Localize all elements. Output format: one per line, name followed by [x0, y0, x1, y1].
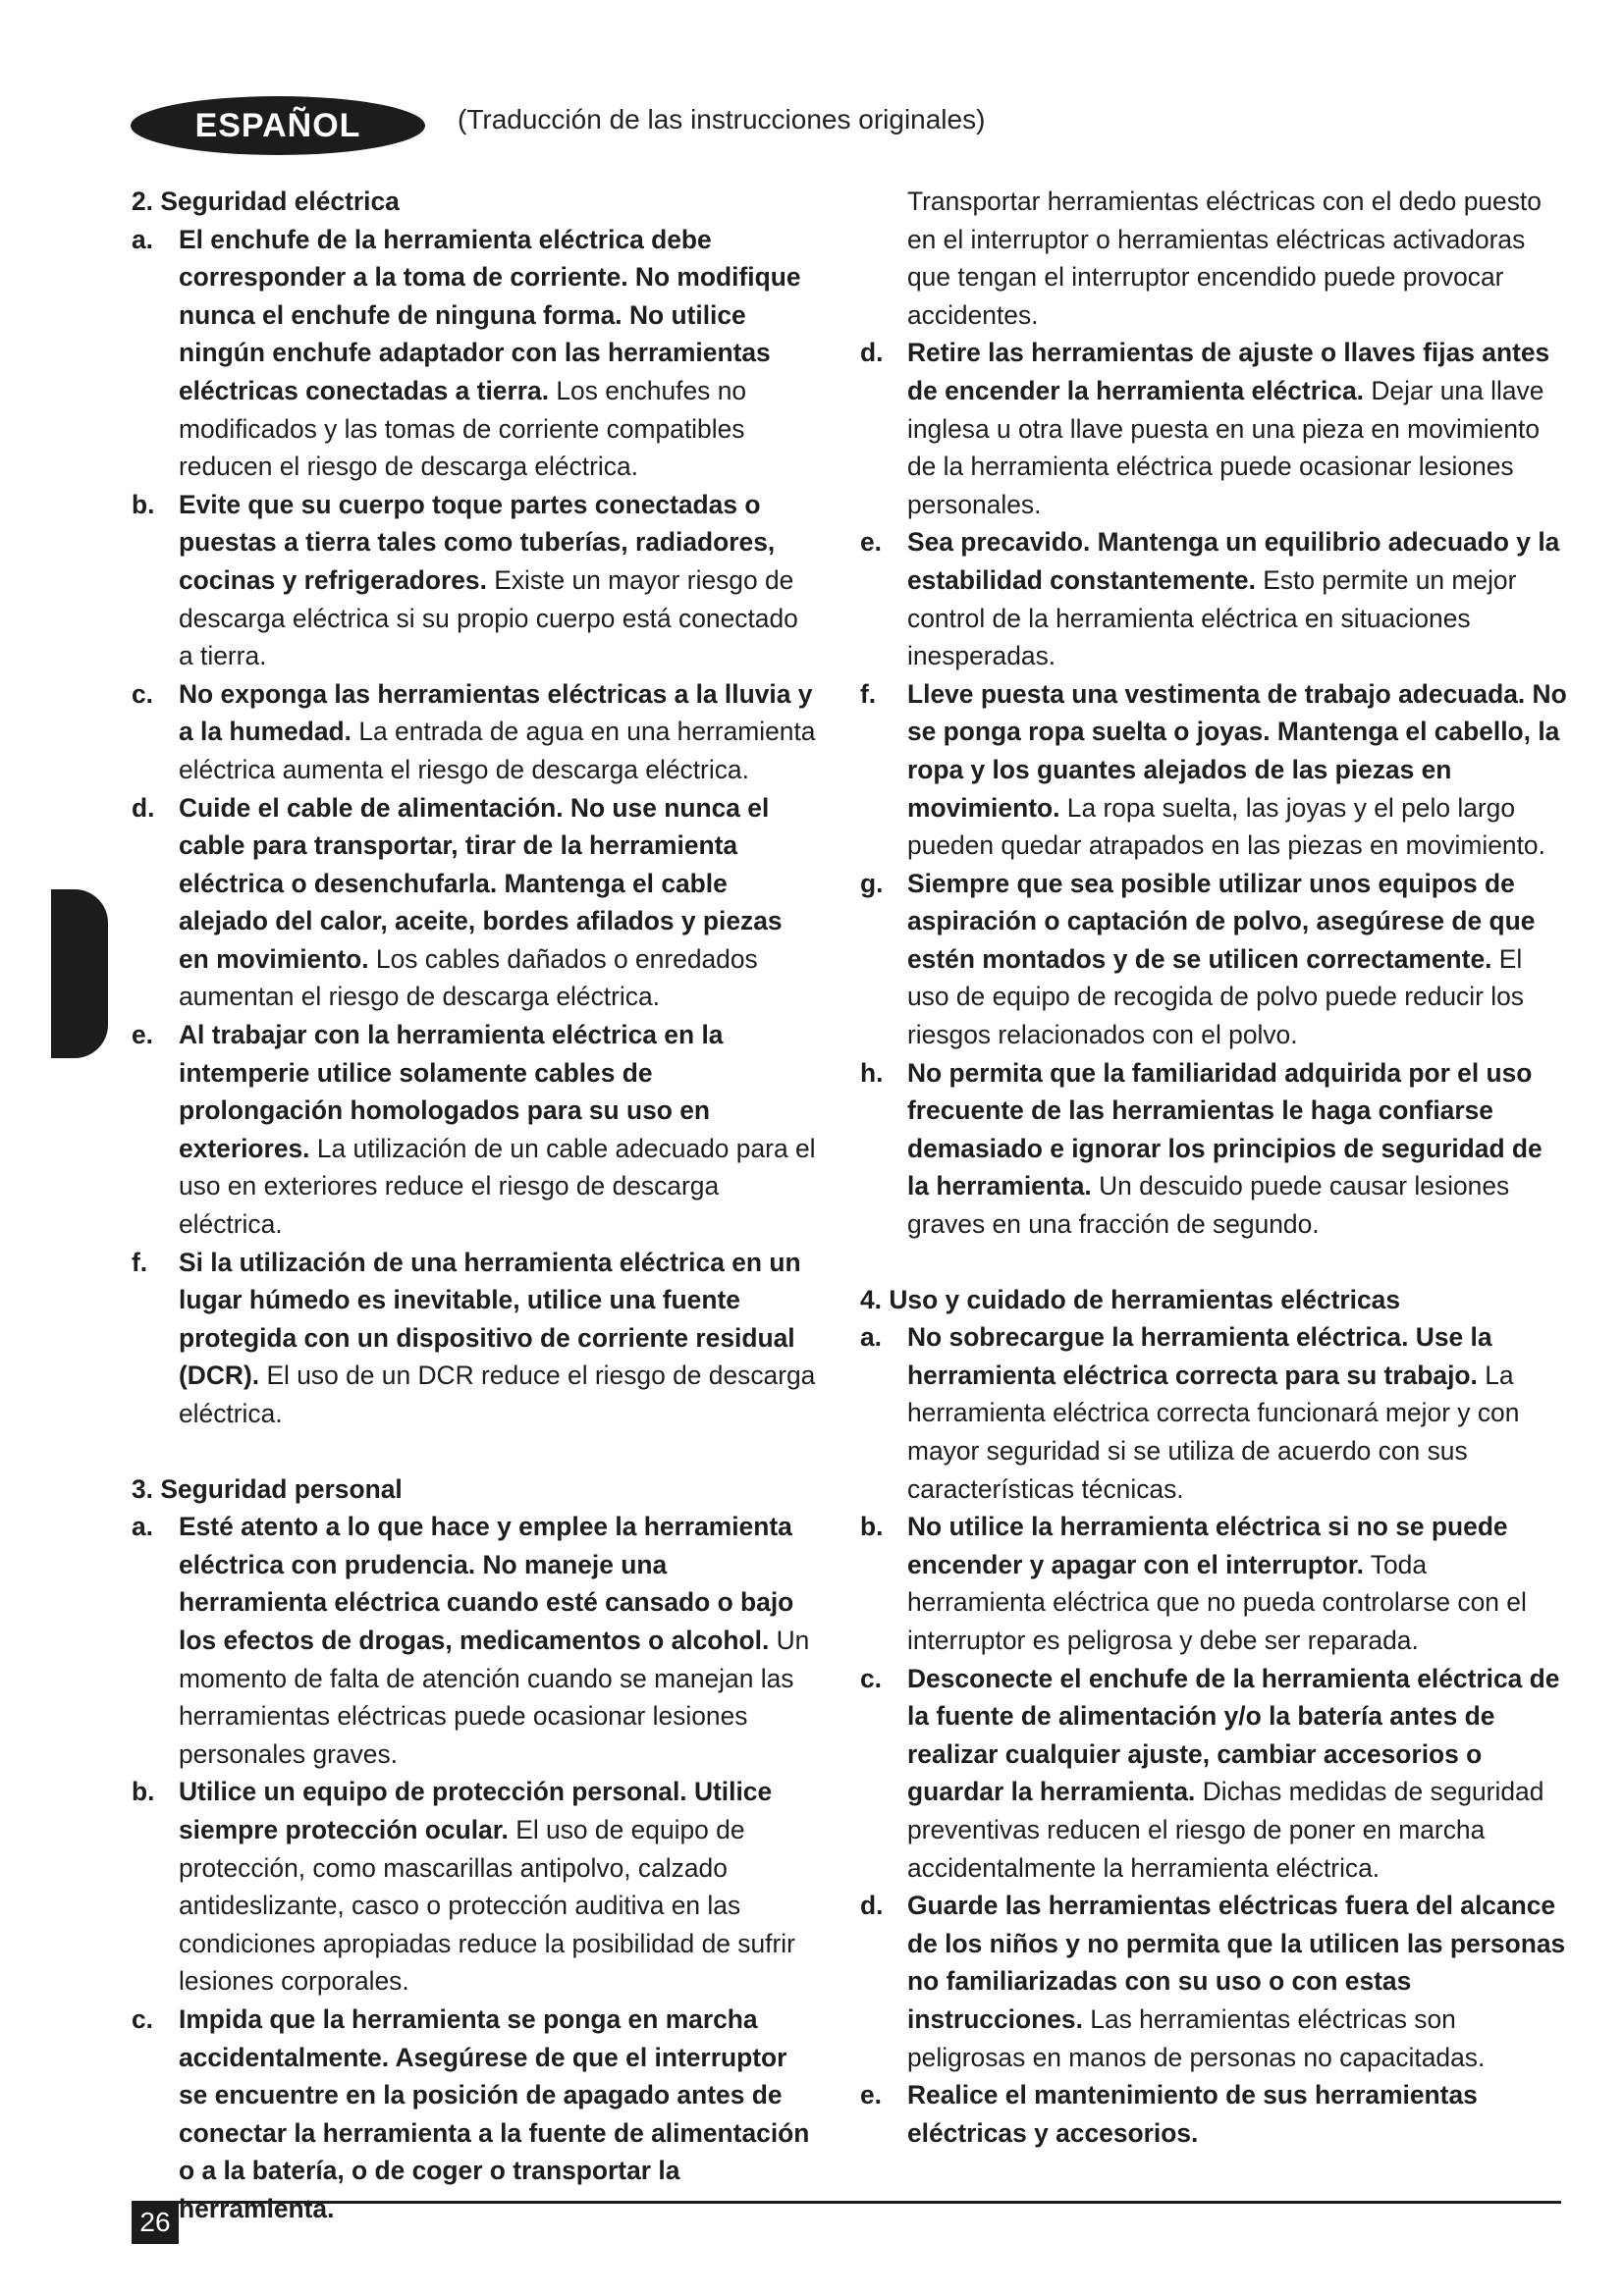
- list-item: [860, 1660, 1567, 1888]
- item-list: [132, 221, 819, 1433]
- item-letter: f.: [860, 678, 877, 709]
- item-letter: h.: [860, 1057, 884, 1088]
- section-title-personal-safety: 3. Seguridad personal: [132, 1473, 403, 1504]
- item-letter: a.: [132, 224, 154, 254]
- item-explanation: La ropa suelta, las joyas y el pelo largo pueden quedar atrapados en las piezas en movimiento.: [907, 792, 1545, 861]
- item-letter: b.: [860, 1512, 884, 1542]
- item-explanation: Esto permite un mejor control de la herramienta eléctrica en situaciones inesperadas.: [907, 564, 1517, 671]
- item-explanation: Existe un mayor riesgo de descarga eléctrica si su propio cuerpo está conectado a tierra.: [179, 564, 798, 671]
- list-item: [132, 1244, 819, 1433]
- item-instruction: No sobrecargue la herramienta eléctrica. Use la herramienta eléctrica correcta para su trabajo.: [907, 1322, 1492, 1390]
- item-letter: c.: [860, 1663, 883, 1693]
- item-instruction: Cuide el cable de alimentación. No use nunca el cable para transportar, tirar de la herramienta eléctrica o desenchufarla. Mantenga el cable alejado del calor, aceite, bordes afilados y piezas en movimiento.: [179, 792, 783, 974]
- item-explanation: La utilización de un cable adecuado para el uso en exteriores reduce el riesgo de descarga eléctrica.: [179, 1133, 816, 1240]
- page-number: 26: [132, 2201, 179, 2244]
- list-item: [132, 486, 819, 675]
- item-explanation: La herramienta eléctrica correcta funcionará mejor y con mayor seguridad si se utiliza de acuerdo con sus características técnicas.: [907, 1360, 1520, 1504]
- item-letter: c.: [132, 2003, 154, 2034]
- item-instruction: Utilice un equipo de protección personal. Utilice siempre protección ocular.: [179, 1777, 773, 1844]
- list-item: [860, 1054, 1567, 1244]
- item-letter: b.: [132, 489, 155, 519]
- item-explanation: Dichas medidas de seguridad preventivas reducen el riesgo de poner en marcha accidentalmente la herramienta eléctrica.: [907, 1777, 1544, 1883]
- item-letter: a.: [132, 1512, 154, 1542]
- item-explanation: Un momento de falta de atención cuando se manejan las herramientas eléctricas puede ocasionar lesiones personales graves.: [179, 1625, 810, 1769]
- item-letter: e.: [860, 2080, 883, 2110]
- list-item: [860, 334, 1567, 523]
- item-instruction: No utilice la herramienta eléctrica si no se puede encender y apagar con el interruptor.: [907, 1512, 1508, 1579]
- item-instruction: Esté atento a lo que hace y emplee la herramienta eléctrica con prudencia. No maneje una herramienta eléctrica cuando esté cansado o bajo los efectos de drogas, medicamentos o alcohol.: [179, 1512, 794, 1655]
- item-instruction: Al trabajar con la herramienta eléctrica en la intemperie utilice solamente cables de prolongación homologados para su uso en exteriores.: [179, 1020, 724, 1163]
- item-letter: d.: [860, 1891, 884, 1921]
- language-badge: ESPAÑOL: [131, 96, 425, 155]
- item-instruction: Guarde las herramientas eléctricas fuera del alcance de los niños y no permita que la utilicen las personas no familiarizadas con su uso o con estas instrucciones.: [907, 1891, 1566, 2034]
- list-item: [132, 2001, 819, 2228]
- item-list: [860, 1318, 1567, 2152]
- section-title-electrical-safety: 2. Seguridad eléctrica: [132, 187, 400, 216]
- list-item: [132, 1016, 819, 1244]
- item-list: [132, 1508, 819, 2227]
- item-instruction: El enchufe de la herramienta eléctrica debe corresponder a la toma de corriente. No modifique nunca el enchufe de ninguna forma. No utilice ningún enchufe adaptador con las herramientas eléctricas conectadas a tierra.: [179, 224, 801, 405]
- item-letter: d.: [132, 792, 155, 823]
- item-explanation: El uso de un DCR reduce el riesgo de descarga eléctrica.: [179, 1361, 816, 1428]
- list-item: [860, 1887, 1567, 2076]
- item-instruction: Impida que la herramienta se ponga en marcha accidentalmente. Asegúrese de que el interruptor se encuentre en la posición de apagado antes de conectar la herramienta a la fuente de alimentación o a la batería, o de coger o transportar la herramienta.: [179, 2003, 810, 2223]
- translation-note: (Traducción de las instrucciones originales): [458, 104, 986, 134]
- list-item: [132, 221, 819, 486]
- footer-rule: [132, 2201, 1561, 2204]
- item-explanation: El uso de equipo de recogida de polvo puede reducir los riesgos relacionados con el polvo.: [907, 943, 1524, 1050]
- item-explanation: Dejar una llave inglesa u otra llave puesta en una pieza en movimiento de la herramienta eléctrica puede ocasionar lesiones personales.: [907, 375, 1544, 519]
- item-explanation: El uso de equipo de protección, como mascarillas antipolvo, calzado antideslizante, casco o protección auditiva en las condiciones apropiadas reduce la posibilidad de sufrir lesiones corporales.: [179, 1814, 795, 1997]
- item-instruction: Desconecte el enchufe de la herramienta eléctrica de la fuente de alimentación y/o la batería antes de realizar cualquier ajuste, cambiar accesorios o guardar la herramienta.: [907, 1663, 1560, 1807]
- side-thumb-tab: [51, 889, 108, 1058]
- list-item: [860, 1508, 1567, 1659]
- list-item: [860, 675, 1567, 865]
- item-instruction: Sea precavido. Mantenga un equilibrio adecuado y la estabilidad constantemente.: [907, 527, 1560, 595]
- item-explanation: La entrada de agua en una herramienta eléctrica aumenta el riesgo de descarga eléctrica.: [179, 717, 816, 784]
- item-instruction: Retire las herramientas de ajuste o llaves fijas antes de encender la herramienta eléctrica.: [907, 338, 1550, 405]
- list-item: [132, 789, 819, 1017]
- item-letter: b.: [132, 1777, 155, 1807]
- item-letter: g.: [860, 868, 884, 898]
- list-item: [132, 675, 819, 789]
- item-letter: d.: [860, 338, 884, 368]
- item-instruction: Lleve puesta una vestimenta de trabajo adecuada. No se ponga ropa suelta o joyas. Mantenga el cabello, la ropa y los guantes alejados de las piezas en movimiento.: [907, 678, 1567, 823]
- list-item: [132, 1773, 819, 2001]
- item-explanation: Las herramientas eléctricas son peligrosas en manos de personas no capacitadas.: [907, 2003, 1486, 2072]
- item-letter: e.: [860, 527, 883, 558]
- item-explanation: Los cables dañados o enredados aumentan el riesgo de descarga eléctrica.: [179, 943, 758, 1012]
- right-column: [860, 183, 1567, 2152]
- list-item: [860, 865, 1567, 1054]
- item-explanation: Un descuido puede causar lesiones graves en una fracción de segundo.: [907, 1171, 1510, 1240]
- section-title-tool-use-care: 4. Uso y cuidado de herramientas eléctricas: [860, 1284, 1401, 1314]
- item-instruction: Siempre que sea posible utilizar unos equipos de aspiración o captación de polvo, asegúrese de que estén montados y de se utilicen correctamente.: [907, 868, 1536, 974]
- item-letter: f.: [132, 1247, 148, 1277]
- item-instruction: Evite que su cuerpo toque partes conectadas o puestas a tierra tales como tuberías, radiadores, cocinas y refrigeradores.: [179, 489, 776, 595]
- list-item: [860, 523, 1567, 674]
- item-instruction: No permita que la familiaridad adquirida por el uso frecuente de las herramientas le haga confiarse demasiado e ignorar los principios de seguridad de la herramienta.: [907, 1057, 1543, 1201]
- item-letter: e.: [132, 1020, 154, 1050]
- left-column: [132, 183, 819, 2227]
- item-letter: a.: [860, 1322, 883, 1353]
- item-explanation: Toda herramienta eléctrica que no pueda controlarse con el interruptor es peligrosa y debe ser reparada.: [907, 1549, 1527, 1655]
- list-item: [860, 1318, 1567, 1508]
- item-explanation: Los enchufes no modificados y las tomas de corriente compatibles reducen el riesgo de descarga eléctrica.: [179, 375, 747, 482]
- list-item: [860, 2076, 1567, 2152]
- item-instruction: No exponga las herramientas eléctricas a la lluvia y a la humedad.: [179, 678, 813, 747]
- list-item: [132, 1508, 819, 1773]
- item-instruction: Si la utilización de una herramienta eléctrica en un lugar húmedo es inevitable, utilice una fuente protegida con un dispositivo de corriente residual (DCR).: [179, 1247, 801, 1391]
- item-instruction: Realice el mantenimiento de sus herramientas eléctricas y accesorios.: [907, 2080, 1478, 2148]
- item-letter: c.: [132, 678, 154, 709]
- item-list: [860, 334, 1567, 1243]
- continued-paragraph: Transportar herramientas eléctricas con el dedo puesto en el interruptor o herramientas eléctricas activadoras que tengan el interruptor encendido puede provocar accidentes.: [907, 187, 1542, 330]
